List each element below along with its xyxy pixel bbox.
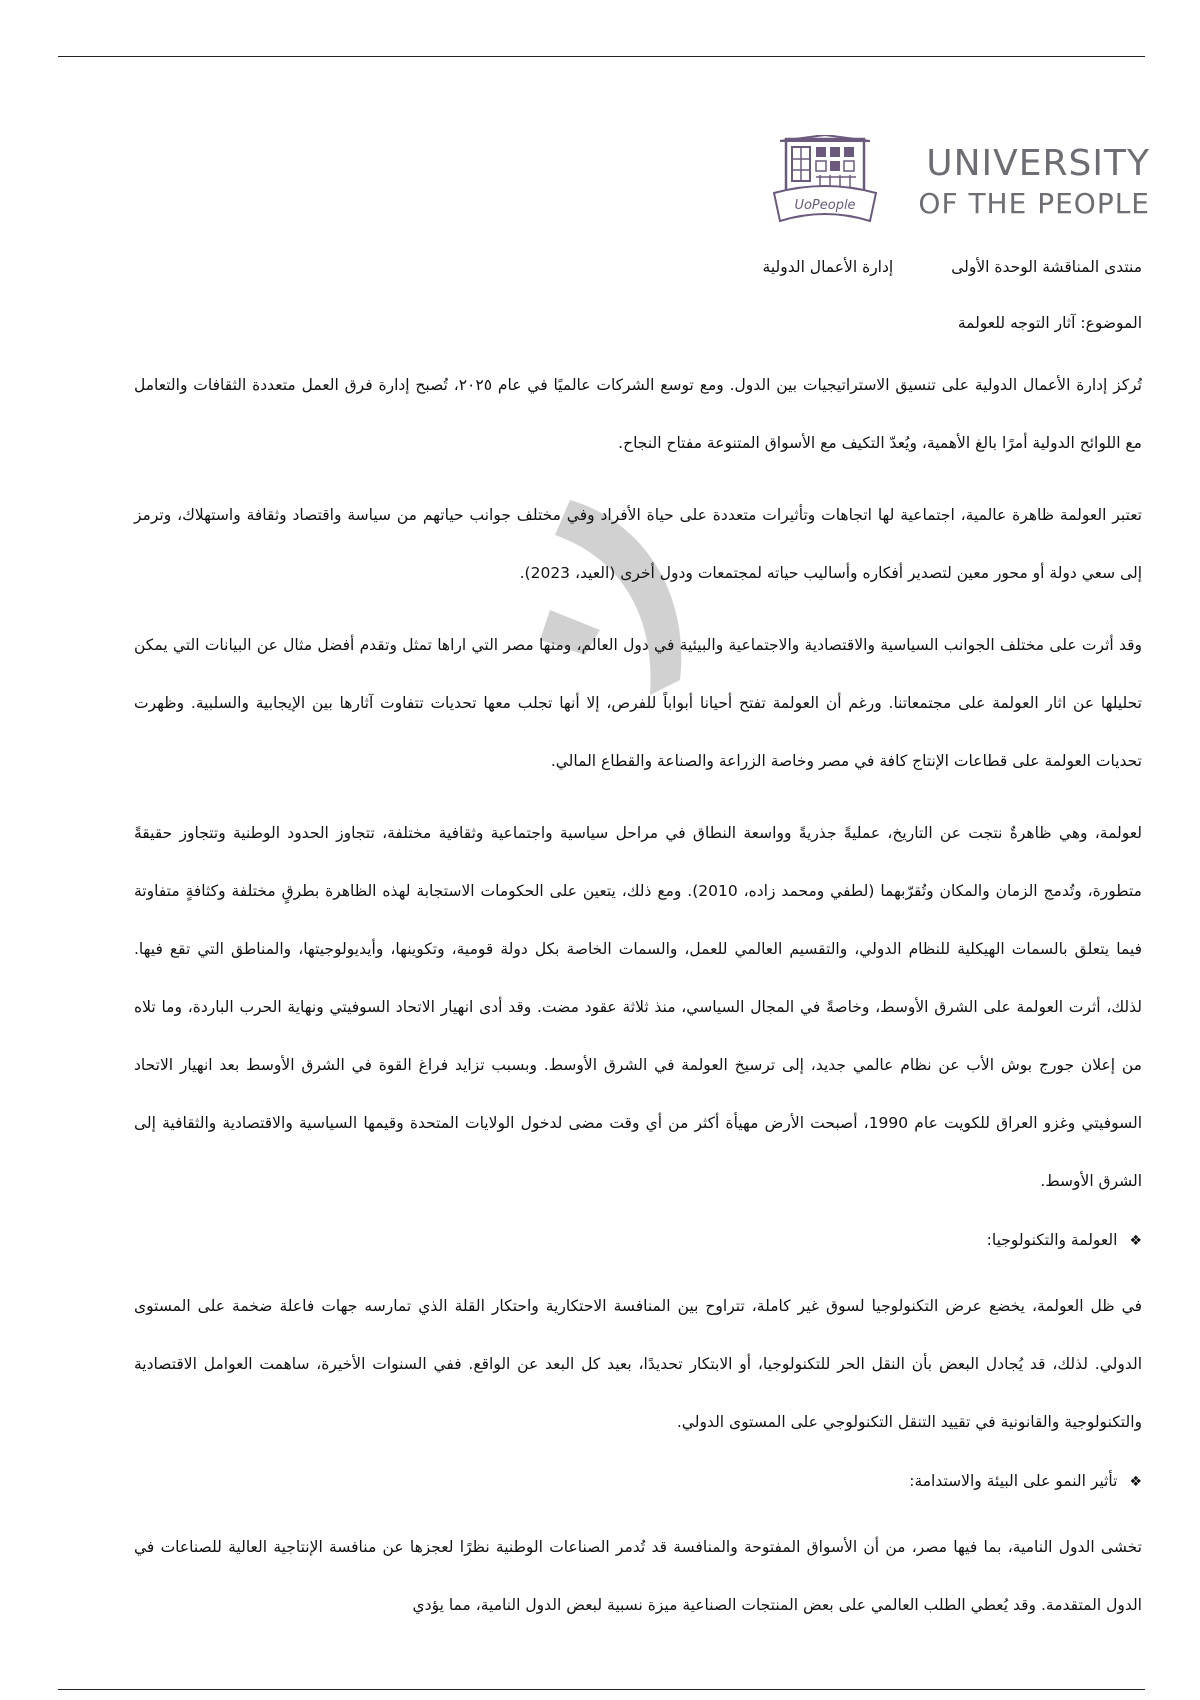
paragraph: تُركز إدارة الأعمال الدولية على تنسيق الاستراتيجيات بين الدول. ومع توسع الشركات عالميًا في عام ٢٠٢٥، تُصبح إدارة فرق العمل متعددة الثقافات والتعامل مع اللوائح الدولية أمرًا بالغ الأهمية، ويُعدّ التكيف مع الأسواق المتنوعة مفتاح النجاح.	[134, 376, 1142, 452]
logo-line-of-the-people: OF THE PEOPLE	[918, 187, 1150, 220]
paragraph: في ظل العولمة، يخضع عرض التكنولوجيا لسوق غير كاملة، تتراوح بين المنافسة الاحتكارية واحتكار القلة الذي تمارسه جهات فاعلة ضخمة على المستوى الدولي. لذلك، قد يُجادل البعض بأن النقل الحر للتكنولوجيا، أو الابتكار تحديدًا، بعيد كل البعد عن الواقع. ففي السنوات الأخيرة، ساهمت العوامل الاقتصادية والتكنولوجية والقانونية في تقييد التنقل التكنولوجي على المستوى الدولي.	[134, 1297, 1142, 1431]
university-logo	[770, 135, 1150, 235]
bullet-diamond-icon: ❖	[1129, 1233, 1142, 1249]
course-title: إدارة الأعمال الدولية	[762, 258, 894, 276]
crest-icon	[770, 135, 880, 235]
paragraph: تخشى الدول النامية، بما فيها مصر، من أن الأسواق المفتوحة والمنافسة قد تُدمر الصناعات الوطنية نظرًا لعجزها عن منافسة الإنتاجية العالية للصناعات في الدول المتقدمة. وقد يُعطي الطلب العالمي على بعض المنتجات الصناعية ميزة نسبية لبعض الدول النامية، مما يؤدي	[134, 1538, 1142, 1614]
svg-text:UoPeople: UoPeople	[794, 198, 856, 213]
bottom-rule	[58, 1689, 1145, 1690]
top-rule	[58, 56, 1145, 57]
logo-line-university: UNIVERSITY	[926, 143, 1150, 184]
paragraph: تعتبر العولمة ظاهرة عالمية، اجتماعية لها اتجاهات وتأثيرات متعددة على حياة الأفراد وفي مختلف جوانب حياتهم من سياسة واقتصاد وثقافة واستهلاك، وترمز إلى سعي دولة أو محور معين لتصدير أفكاره وأساليب حياته لمجتمعات ودول أخرى (العيد، 2023).	[134, 506, 1142, 582]
course-header	[134, 252, 1142, 282]
paragraph: وقد أثرت على مختلف الجوانب السياسية والاقتصادية والاجتماعية والبيئية في دول العالم، ومنها مصر التي اراها تمثل وتقدم أفضل مثال عن البيانات التي يمكن تحليلها عن اثار العولمة على مجتمعاتنا. ورغم أن العولمة تفتح أحيانا أبواباً للفرص، إلا أنها تجلب معها تحديات تتفاوت آثارها بين الإيجابية والسلبية. وظهرت تحديات العولمة على قطاعات الإنتاج كافة في مصر وخاصة الزراعة والصناعة والقطاع المالي.	[134, 636, 1142, 770]
document-body	[134, 252, 1142, 1634]
section-heading	[134, 1459, 1142, 1504]
section-heading	[134, 1218, 1142, 1263]
paragraph: لعولمة، وهي ظاهرةٌ نتجت عن التاريخ، عمليةً جذريةً وواسعة النطاق في مراحل سياسية واجتماعية وثقافية مختلفة، تتجاوز الحدود الوطنية وتتجاوز حقيقةً متطورة، وتُدمج الزمان والمكان وتُقرّبهما (لطفي ومحمد زاده، 2010). ومع ذلك، يتعين على الحكومات الاستجابة لهذه الظاهرة بطرقٍ مختلفة وكثافةٍ متفاوتة فيما يتعلق بالسمات الهيكلية للنظام الدولي، والتقسيم العالمي للعمل، والسمات الخاصة بكل دولة قومية، وتكوينها، وأيديولوجيتها، والمناطق التي تقع فيها. لذلك، أثرت العولمة على الشرق الأوسط، وخاصةً في المجال السياسي، منذ ثلاثة عقود مضت. وقد أدى انهيار الاتحاد السوفيتي ونهاية الحرب الباردة، وما تلاه من إعلان جورج بوش الأب عن نظام عالمي جديد، إلى ترسيخ العولمة في الشرق الأوسط. وبسبب تزايد فراغ القوة في الشرق الأوسط بعد انهيار الاتحاد السوفيتي وغزو العراق للكويت عام 1990، أصبحت الأرض مهيأة أكثر من أي وقت مضى لدخول الولايات المتحدة وقيمها السياسية والاقتصادية والثقافية إلى الشرق الأوسط.	[134, 824, 1142, 1190]
forum-title: منتدى المناقشة الوحدة الأولى	[951, 258, 1142, 276]
topic-line: الموضوع: آثار التوجه للعولمة	[957, 314, 1142, 332]
section-heading-text: تأثير النمو على البيئة والاستدامة:	[909, 1472, 1118, 1490]
section-heading-text: العولمة والتكنولوجيا:	[986, 1231, 1118, 1249]
bullet-diamond-icon: ❖	[1129, 1474, 1142, 1490]
